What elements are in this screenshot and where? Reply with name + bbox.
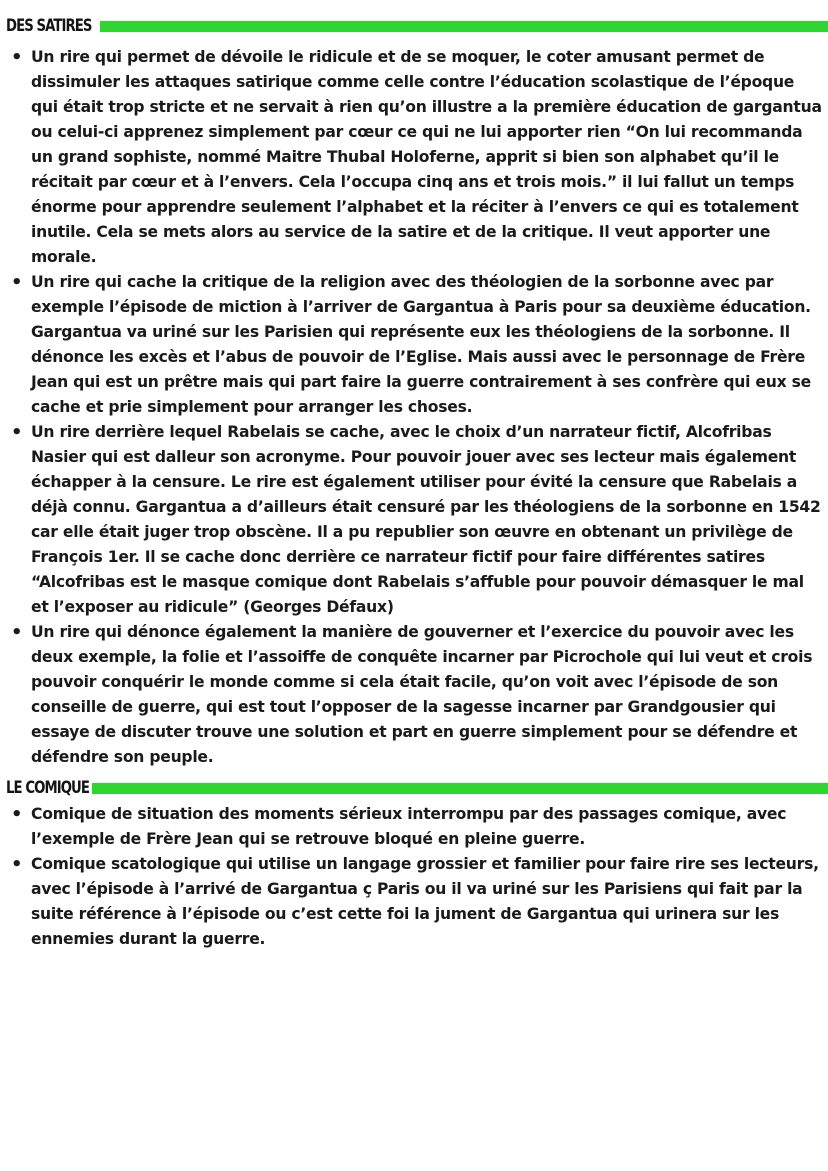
comique-list <box>0 802 828 952</box>
section-divider-bar <box>92 783 828 794</box>
section-title: LE COMIQUE <box>6 778 89 798</box>
list-item: • Un rire qui dénonce également la manière de gouverner et l’exercice du pouvoir avec les deux exemple, la folie et l’assoiffe de conquête incarner par Picrochole qui lui veut et crois pouvoir conquérir le monde comme si cela était facile, qu’on voit avec l’épisode de son conseille de guerre, qui est tout l’opposer de la sagesse incarner par Grandgousier qui essaye de discuter trouve une solution et part en guerre simplement pour se défendre et défendre son peuple. <box>0 620 828 770</box>
list-item: • Un rire qui cache la critique de la religion avec des théologien de la sorbonne avec par exemple l’épisode de miction à l’arriver de Gargantua à Paris pour sa deuxième éducation. Gargantua va uriné sur les Parisien qui représente eux les théologiens de la sorbonne. Il dénonce les excès et l’abus de pouvoir de l’Eglise. Mais aussi avec le personnage de Frère Jean qui est un prêtre mais qui part faire la guerre contrairement à ses confrère qui eux se cache et prie simplement pour arranger les choses. <box>0 270 828 420</box>
list-item: • Comique scatologique qui utilise un langage grossier et familier pour faire rire ses lecteurs, avec l’épisode à l’arrivé de Gargantua ç Paris ou il va uriné sur les Parisiens qui fait par la suite référence à l’épisode ou c’est cette foi la jument de Gargantua qui urinera sur les ennemies durant la guerre. <box>0 852 828 952</box>
section-title: DES SATIRES <box>6 16 92 36</box>
section-divider-bar <box>100 21 828 32</box>
section-header-comique <box>6 776 828 800</box>
list-item: • Un rire qui permet de dévoile le ridicule et de se moquer, le coter amusant permet de dissimuler les attaques satirique comme celle contre l’éducation scolastique de l’époque qui était trop stricte et ne servait à rien qu’on illustre a la première éducation de gargantua ou celui-ci apprenez simplement par cœur ce qui ne lui apporter rien “On lui recommanda un grand sophiste, nommé Maitre Thubal Holoferne, apprit si bien son alphabet qu’il le récitait par cœur et à l’envers. Cela l’occupa cinq ans et trois mois.” il lui fallut un temps énorme pour apprendre seulement l’alphabet et la réciter à l’envers ce qui es totalement inutile. Cela se mets alors au service de la satire et de la critique. Il veut apporter une morale. <box>0 45 828 270</box>
list-item: • Un rire derrière lequel Rabelais se cache, avec le choix d’un narrateur fictif, Alcofribas Nasier qui est dalleur son acronyme. Pour pouvoir jouer avec ses lecteur mais également échapper à la censure. Le rire est également utiliser pour évité la censure que Rabelais a déjà connu. Gargantua a d’ailleurs était censuré par les théologiens de la sorbonne en 1542 car elle était juger trop obscène. Il a pu republier son œuvre en obtenant un privilège de François 1er. Il se cache donc derrière ce narrateur fictif pour faire différentes satires “Alcofribas est le masque comique dont Rabelais s’affuble pour pouvoir démasquer le mal et l’exposer au ridicule” (Georges Défaux) <box>0 420 828 620</box>
list-item: • Comique de situation des moments sérieux interrompu par des passages comique, avec l’exemple de Frère Jean qui se retrouve bloqué en pleine guerre. <box>0 802 828 852</box>
satires-list <box>0 45 828 770</box>
section-header-satires <box>6 14 828 38</box>
